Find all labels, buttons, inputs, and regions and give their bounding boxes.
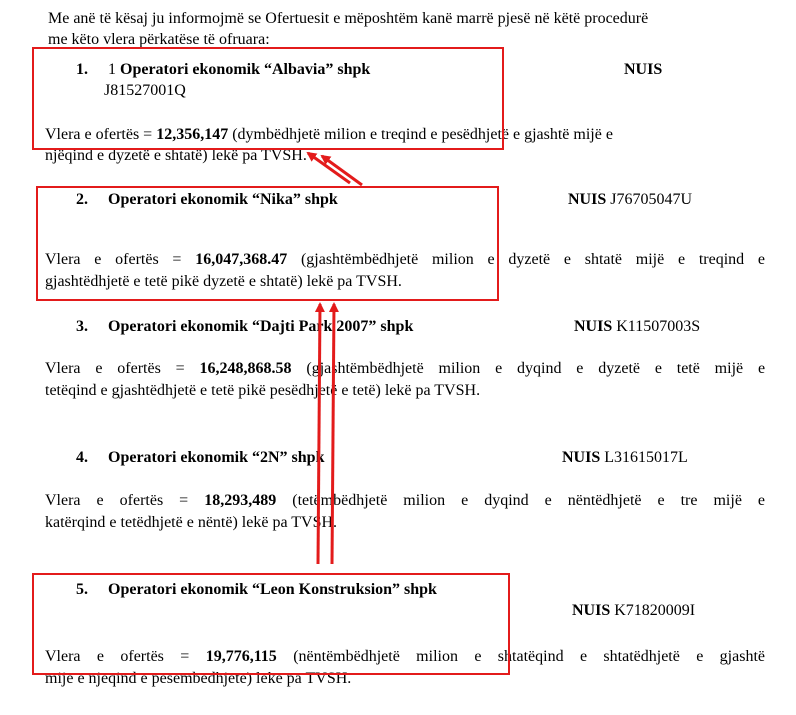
- offer-number: 2.: [76, 191, 88, 208]
- offer-value: 18,293,489: [204, 492, 277, 509]
- offer-number: 3.: [76, 318, 88, 335]
- arrow-5-to-2-b: [332, 304, 334, 564]
- nuis-label: NUIS: [562, 449, 601, 466]
- offer-value: 16,047,368.47: [195, 251, 288, 268]
- offer-1-nuis-value: J81527001Q: [104, 82, 186, 99]
- nuis-label: NUIS: [572, 602, 611, 619]
- offer-value: 19,776,115: [205, 648, 277, 665]
- nuis-label: NUIS: [574, 318, 613, 335]
- offer-value: 12,356,147: [156, 126, 229, 143]
- offer-5-value-line-2: mijë e njëqind e pesëmbëdhjetë) lekë pa TVSH.: [45, 670, 352, 687]
- value-words: (gjashtëmbëdhjetë milion e dyqind e dyzetë e tetë mijë e: [306, 360, 766, 377]
- nuis-value: J76705047U: [610, 191, 693, 208]
- nuis-value: L31615017L: [604, 449, 688, 466]
- offer-1-value-line-2: njëqind e dyzetë e shtatë) lekë pa TVSH.: [45, 147, 307, 164]
- arrow-5-to-2-a: [318, 304, 320, 564]
- offer-2-value-line-2: gjashtëdhjetë e tetë pikë dyzetë e shtatë) lekë pa TVSH.: [45, 273, 402, 290]
- offer-number: 4.: [76, 449, 88, 466]
- offer-name: Operatori ekonomik “Dajti Park 2007” shpk: [108, 318, 414, 335]
- nuis-value: K11507003S: [616, 318, 701, 335]
- offer-value: 16,248,868.58: [199, 360, 292, 377]
- intro-line-2: me këto vlera përkatëse të ofruara:: [48, 31, 270, 48]
- value-words: (tetëmbëdhjetë milion e dyqind e nëntëdhjetë e tre mijë e: [292, 492, 766, 509]
- nuis-value: K71820009I: [614, 602, 696, 619]
- offer-1-nuis-label: NUIS: [624, 61, 663, 78]
- value-label: Vlera e ofertës =: [45, 251, 182, 268]
- offer-number: 5.: [76, 581, 88, 598]
- value-words: (gjashtëmbëdhjetë milion e dyzetë e shtatë mijë e treqind e: [300, 251, 765, 268]
- value-label: Vlera e ofertës =: [45, 492, 189, 509]
- offer-number: 1.: [76, 61, 88, 78]
- value-label: Vlera e ofertës =: [45, 648, 190, 665]
- offer-name: Operatori ekonomik “2N” shpk: [108, 449, 325, 466]
- offer-3-value-line-2: tetëqind e gjashtëdhjetë e tetë pikë pesëdhjetë e tetë) lekë pa TVSH.: [45, 382, 481, 399]
- intro-line-1: Me anë të kësaj ju informojmë se Ofertuesit e mëposhtëm kanë marrë pjesë në këtë procedurë: [48, 10, 649, 27]
- offer-name: Operatori ekonomik “Leon Konstruksion” shpk: [108, 581, 437, 598]
- value-words: (dymbëdhjetë milion e treqind e pesëdhjetë e gjashtë mijë e: [232, 126, 613, 143]
- offer-prefix: 1: [108, 61, 116, 78]
- nuis-label: NUIS: [568, 191, 607, 208]
- arrow-2-to-1-a: [308, 153, 350, 183]
- arrow-2-to-1-b: [322, 156, 362, 185]
- value-words: (nëntëmbëdhjetë milion e shtatëqind e shtatëdhjetë e gjashtë: [293, 648, 766, 665]
- value-label: Vlera e ofertës =: [45, 126, 153, 143]
- offer-4-value-line-2: katërqind e tetëdhjetë e nëntë) lekë pa TVSH.: [45, 514, 338, 531]
- value-label: Vlera e ofertës =: [45, 360, 185, 377]
- offer-name: Operatori ekonomik “Nika” shpk: [108, 191, 338, 208]
- offer-name: Operatori ekonomik “Albavia” shpk: [120, 61, 371, 78]
